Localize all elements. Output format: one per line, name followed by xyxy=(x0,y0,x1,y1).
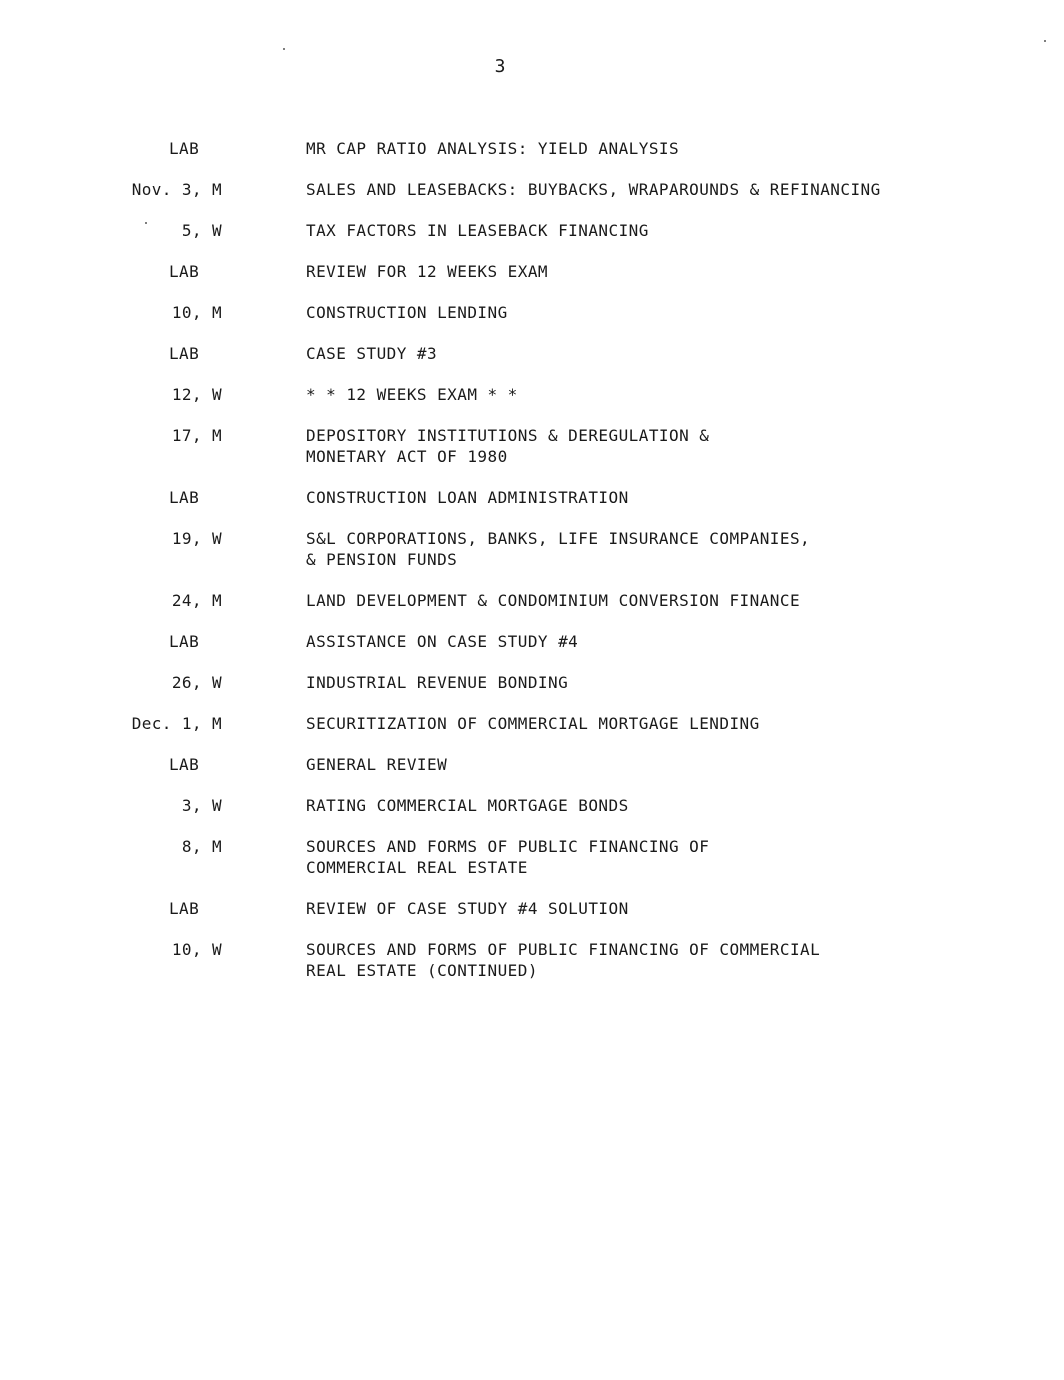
session-date: 17, M xyxy=(171,426,222,445)
page-number: 3 xyxy=(494,56,506,77)
session-topic: CONSTRUCTION LOAN ADMINISTRATION xyxy=(306,488,629,507)
session-topic: CONSTRUCTION LENDING xyxy=(306,303,508,322)
schedule-row xyxy=(0,138,1064,159)
session-topic: REVIEW OF CASE STUDY #4 SOLUTION xyxy=(306,899,629,918)
schedule-row xyxy=(0,261,1064,282)
course-schedule xyxy=(0,138,1064,1001)
session-topic: SOURCES AND FORMS OF PUBLIC FINANCING OF COMMERCIAL REAL ESTATE xyxy=(306,837,710,877)
session-topic: SALES AND LEASEBACKS: BUYBACKS, WRAPAROUNDS & REFINANCING xyxy=(306,180,881,199)
session-date: LAB xyxy=(169,488,200,507)
session-date: LAB xyxy=(169,899,200,918)
session-topic: LAND DEVELOPMENT & CONDOMINIUM CONVERSION FINANCE xyxy=(306,591,801,610)
session-topic: SECURITIZATION OF COMMERCIAL MORTGAGE LENDING xyxy=(306,714,760,733)
schedule-row xyxy=(0,179,1064,200)
schedule-row xyxy=(0,836,1064,878)
schedule-row xyxy=(0,713,1064,734)
schedule-row xyxy=(0,425,1064,467)
scan-speck xyxy=(283,48,285,50)
session-topic: * * 12 WEEKS EXAM * * xyxy=(306,385,518,404)
session-date: LAB xyxy=(169,139,200,158)
session-date: 10, M xyxy=(171,303,222,322)
session-date: 24, M xyxy=(171,591,222,610)
schedule-row xyxy=(0,754,1064,775)
session-date: LAB xyxy=(169,344,200,363)
session-topic: MR CAP RATIO ANALYSIS: YIELD ANALYSIS xyxy=(306,139,680,158)
schedule-row xyxy=(0,590,1064,611)
session-topic: DEPOSITORY INSTITUTIONS & DEREGULATION & MONETARY ACT OF 1980 xyxy=(306,426,710,466)
session-date: Dec. 1, M xyxy=(131,714,222,733)
schedule-row xyxy=(0,672,1064,693)
schedule-row xyxy=(0,631,1064,652)
session-date: 3, W xyxy=(181,796,222,815)
schedule-row xyxy=(0,384,1064,405)
schedule-row xyxy=(0,939,1064,981)
session-topic: S&L CORPORATIONS, BANKS, LIFE INSURANCE COMPANIES, & PENSION FUNDS xyxy=(306,529,811,569)
session-date: 10, W xyxy=(171,940,222,959)
session-date: LAB xyxy=(169,632,200,651)
schedule-row xyxy=(0,220,1064,241)
schedule-row xyxy=(0,528,1064,570)
session-topic: RATING COMMERCIAL MORTGAGE BONDS xyxy=(306,796,629,815)
session-date: LAB xyxy=(169,262,200,281)
session-date: 19, W xyxy=(171,529,222,548)
schedule-row xyxy=(0,795,1064,816)
session-date: 5, W xyxy=(181,221,222,240)
schedule-row xyxy=(0,898,1064,919)
schedule-row xyxy=(0,302,1064,323)
session-date: 26, W xyxy=(171,673,222,692)
session-topic: INDUSTRIAL REVENUE BONDING xyxy=(306,673,569,692)
session-date: 8, M xyxy=(181,837,222,856)
session-date: Nov. 3, M xyxy=(131,180,222,199)
session-topic: REVIEW FOR 12 WEEKS EXAM xyxy=(306,262,548,281)
session-date: LAB xyxy=(169,755,200,774)
session-topic: SOURCES AND FORMS OF PUBLIC FINANCING OF COMMERCIAL REAL ESTATE (CONTINUED) xyxy=(306,940,821,980)
schedule-row xyxy=(0,487,1064,508)
session-topic: ASSISTANCE ON CASE STUDY #4 xyxy=(306,632,579,651)
session-topic: GENERAL REVIEW xyxy=(306,755,448,774)
schedule-row xyxy=(0,343,1064,364)
session-topic: TAX FACTORS IN LEASEBACK FINANCING xyxy=(306,221,649,240)
session-date: 12, W xyxy=(171,385,222,404)
session-topic: CASE STUDY #3 xyxy=(306,344,438,363)
scan-speck xyxy=(1044,40,1046,42)
